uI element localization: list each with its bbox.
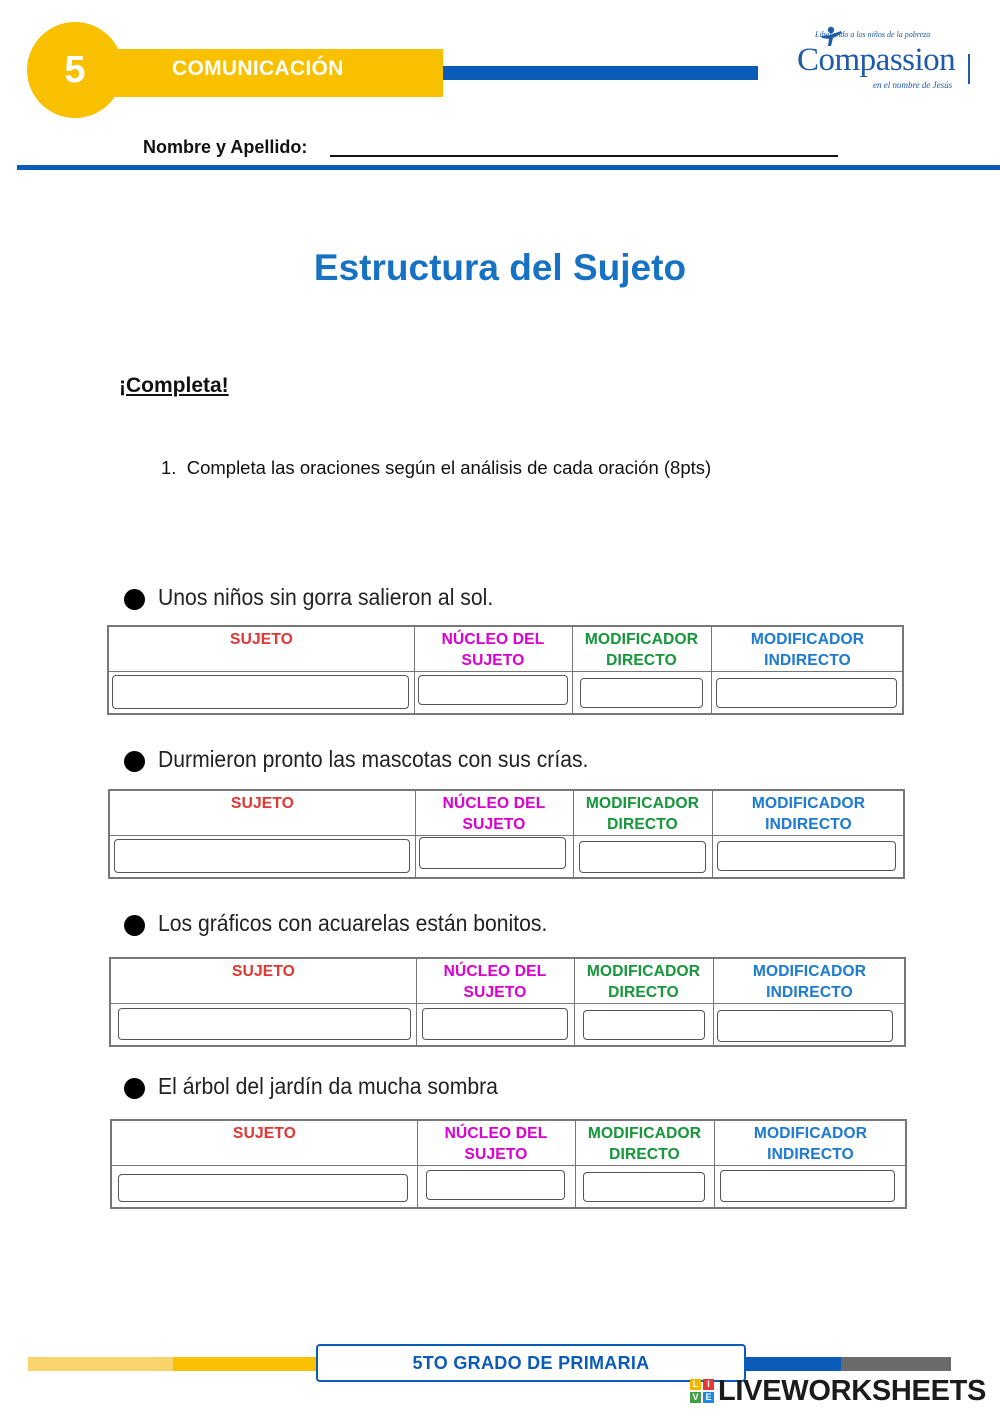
header-modificador-indirecto: MODIFICADOR INDIRECTO bbox=[751, 795, 866, 833]
bullet-icon bbox=[124, 1078, 145, 1099]
footer-grade-label: 5TO GRADO DE PRIMARIA bbox=[316, 1344, 746, 1382]
header-modificador-indirecto: MODIFICADOR INDIRECTO bbox=[752, 963, 867, 1001]
exercise-table-1 bbox=[107, 625, 904, 715]
header-nucleo: NÚCLEO DEL SUJETO bbox=[441, 631, 545, 669]
header-sujeto: SUJETO bbox=[233, 1125, 296, 1142]
grade-badge bbox=[27, 22, 123, 118]
answer-sujeto-3[interactable] bbox=[118, 1008, 411, 1040]
table-row-divider bbox=[111, 1003, 904, 1004]
answer-mi-1[interactable] bbox=[716, 678, 897, 708]
header-nucleo: NÚCLEO DEL SUJETO bbox=[443, 963, 547, 1001]
answer-sujeto-4[interactable] bbox=[118, 1174, 408, 1202]
instruction-number: 1. bbox=[161, 457, 177, 478]
header-modificador-directo: MODIFICADOR DIRECTO bbox=[585, 795, 700, 833]
exercise-table-3 bbox=[109, 957, 906, 1047]
header-sujeto: SUJETO bbox=[230, 631, 293, 648]
exercise-table-2 bbox=[108, 789, 905, 879]
exercise-sentence-4: El árbol del jardín da mucha sombra bbox=[158, 1073, 498, 1099]
name-input-line[interactable] bbox=[330, 155, 838, 157]
exercise-sentence-3: Los gráficos con acuarelas están bonitos. bbox=[158, 910, 548, 936]
answer-md-2[interactable] bbox=[579, 841, 706, 873]
bullet-icon bbox=[124, 915, 145, 936]
name-label: Nombre y Apellido: bbox=[143, 137, 308, 157]
exercise-sentence-2: Durmieron pronto las mascotas con sus crías. bbox=[158, 746, 589, 772]
header-modificador-directo: MODIFICADOR DIRECTO bbox=[587, 1125, 702, 1163]
answer-nucleo-2[interactable] bbox=[419, 837, 566, 869]
answer-nucleo-3[interactable] bbox=[422, 1008, 568, 1040]
answer-md-3[interactable] bbox=[583, 1010, 705, 1040]
header-blue-bar bbox=[443, 66, 758, 80]
answer-mi-2[interactable] bbox=[717, 841, 896, 871]
header-modificador-directo: MODIFICADOR DIRECTO bbox=[584, 631, 699, 669]
liveworksheets-logo-icon: L I V E bbox=[690, 1379, 714, 1403]
instruction-text: Completa las oraciones según el análisis de cada oración (8pts) bbox=[186, 457, 712, 478]
page-title: Estructura del Sujeto bbox=[313, 247, 687, 288]
footer-stripe-gray bbox=[841, 1357, 951, 1371]
exercise-table-4 bbox=[110, 1119, 907, 1209]
logo-tagline-top: Liberando a los niños de la pobreza bbox=[815, 30, 931, 39]
header-modificador-indirecto: MODIFICADOR INDIRECTO bbox=[753, 1125, 868, 1163]
header-modificador-indirecto: MODIFICADOR INDIRECTO bbox=[750, 631, 865, 669]
liveworksheets-brand bbox=[690, 1373, 986, 1409]
answer-sujeto-2[interactable] bbox=[114, 839, 410, 873]
logo-wordmark: Compassion bbox=[797, 42, 956, 78]
header-divider bbox=[17, 165, 1000, 170]
answer-nucleo-1[interactable] bbox=[418, 675, 568, 705]
exercise-sentence-1: Unos niños sin gorra salieron al sol. bbox=[158, 584, 494, 610]
bullet-icon bbox=[124, 589, 145, 610]
header-sujeto: SUJETO bbox=[232, 963, 295, 980]
logo-separator bbox=[968, 54, 970, 84]
header-nucleo: NÚCLEO DEL SUJETO bbox=[444, 1125, 548, 1163]
liveworksheets-wordmark: LIVEWORKSHEETS bbox=[718, 1374, 987, 1407]
answer-md-4[interactable] bbox=[583, 1172, 705, 1202]
subject-label: COMUNICACIÓN bbox=[172, 57, 344, 80]
answer-mi-3[interactable] bbox=[717, 1010, 893, 1042]
table-row-divider bbox=[110, 835, 903, 836]
grade-number: 5 bbox=[64, 48, 86, 91]
compassion-logo bbox=[795, 26, 985, 92]
section-heading: ¡Completa! bbox=[119, 374, 229, 397]
answer-md-1[interactable] bbox=[580, 678, 703, 708]
table-row-divider bbox=[112, 1165, 905, 1166]
footer-stripe-blue bbox=[746, 1357, 841, 1371]
header-nucleo: NÚCLEO DEL SUJETO bbox=[442, 795, 546, 833]
instruction bbox=[161, 457, 711, 479]
bullet-icon bbox=[124, 751, 145, 772]
logo-tagline-bottom: en el nombre de Jesús bbox=[873, 80, 953, 90]
header-modificador-directo: MODIFICADOR DIRECTO bbox=[586, 963, 701, 1001]
header-sujeto: SUJETO bbox=[231, 795, 294, 812]
footer-stripe-yellow bbox=[173, 1357, 318, 1371]
answer-mi-4[interactable] bbox=[720, 1170, 895, 1202]
footer-stripe-light-yellow bbox=[28, 1357, 173, 1371]
answer-nucleo-4[interactable] bbox=[426, 1170, 565, 1200]
table-row-divider bbox=[109, 671, 902, 672]
answer-sujeto-1[interactable] bbox=[112, 675, 409, 709]
